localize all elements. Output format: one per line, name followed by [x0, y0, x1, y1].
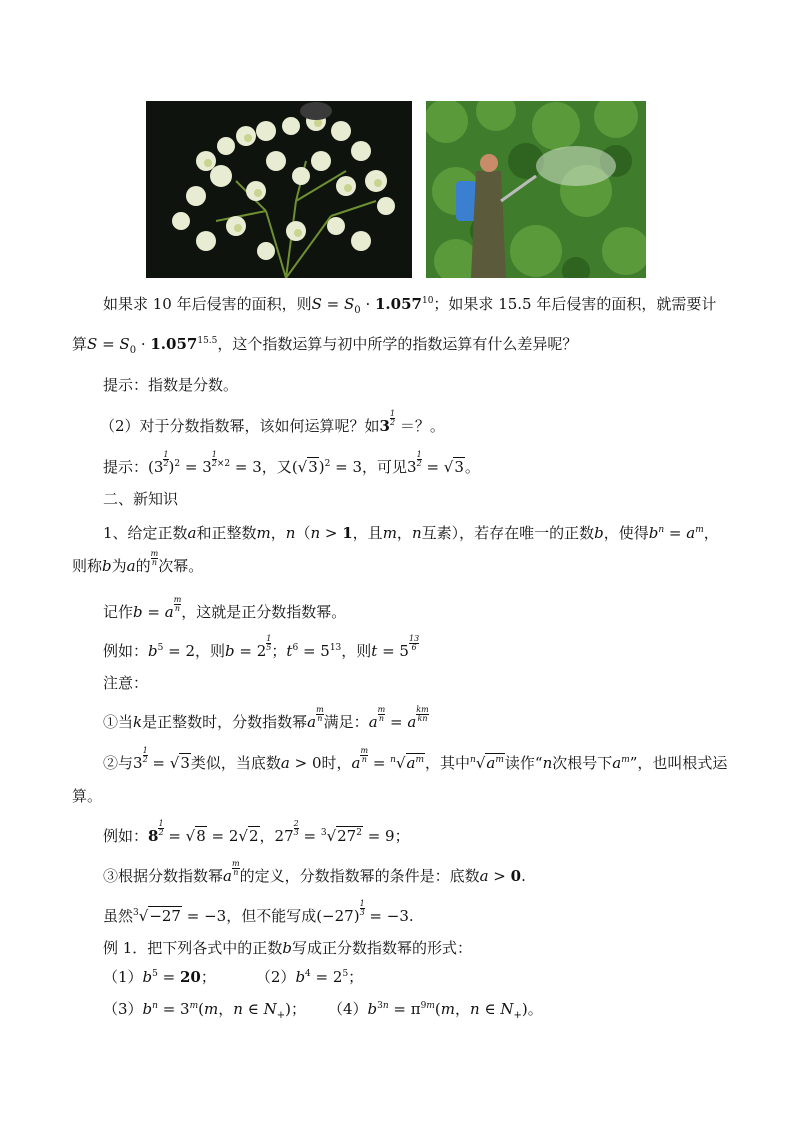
- text: （: [295, 524, 311, 542]
- note-1: ①当k是正整数时，分数指数幂a $\frac{m}{n}$ 满足：a $\frac{m}{n}$ = a $\frac{km}{kn}$: [103, 705, 429, 731]
- text: 1、给定正数: [103, 524, 188, 542]
- text: ；: [271, 642, 287, 660]
- definition-line-2: 则称b为a的 $\frac{m}{n}$ 次幂。: [72, 549, 204, 575]
- text: 算: [72, 335, 88, 353]
- text: ，这就是正分数指数幂。: [181, 603, 347, 621]
- text: ③根据分数指数幂: [103, 867, 224, 885]
- text: ；: [290, 1000, 306, 1018]
- text: 如果求 10 年后侵害的面积，则: [103, 295, 312, 313]
- text: 。: [527, 1000, 543, 1018]
- example-1-items-3-4: $(3)b^n = 3^m(m$，n ∈ $N_+$)； $(4)b^{3n} = \pi^{9m}(m$，n ∈ $N_+$)。: [103, 1000, 543, 1021]
- notation: 记作b = a $\frac{m}{n}$ ，这就是正分数指数幂。: [103, 595, 347, 621]
- attention-label: 注意：: [103, 674, 149, 692]
- field-image: [426, 101, 646, 278]
- text: ，但不能写成: [226, 907, 317, 925]
- definition-line-1: 1、给定正数a和正整数m，n（n > 1，且m，n互素），若存在唯一的正数b，使得$b^n = a^m$，: [103, 524, 719, 542]
- text: （2）对于分数指数幂，该如何运算呢？如: [100, 417, 380, 435]
- paragraph-area-15yr: 算$S = S_0 \cdot 1.057^{15.5}$，这个指数运算与初中所学的指数运算有什么差异呢？: [72, 335, 578, 356]
- spraying-photo: [426, 101, 646, 278]
- text: ，又: [261, 458, 292, 476]
- text: 的: [135, 557, 151, 575]
- section-new-knowledge: 二、新知识: [103, 490, 179, 508]
- text: ，其中: [425, 754, 471, 772]
- text: ②与: [103, 754, 134, 772]
- counter-example: 虽然$^3$√−27 = −3，但不能写成(−27) $\frac{1}{3}$ = −3.: [103, 899, 414, 925]
- note-3: ③根据分数指数幂a $\frac{m}{n}$ 的定义，分数指数幂的条件是：底数a > 0.: [103, 859, 526, 885]
- text: ”，也叫根式运: [629, 754, 728, 772]
- text: 和正整数: [196, 524, 257, 542]
- text: 的定义，分数指数幂的条件是：底数: [239, 867, 480, 885]
- hint-2: 提示：(3 $\frac{1}{2}$ )$^2$ = 3 $\frac{1}{2}$ $^{\times 2}$ = 3，又$(√3)^2 = 3$，可见3 $\frac{1}{2}$ = √3。: [103, 450, 480, 476]
- text: 写成正分数指数幂的形式：: [291, 939, 472, 957]
- note-2: ②与3 $\frac{1}{2}$ = √3类似，当底数a > 0时，a $\frac{m}{n}$ = $^n√a^m$，其中$^n√a^m$读作“n次根号下$a^m$”，也叫根式运: [103, 746, 728, 772]
- text: 例如：: [103, 827, 149, 845]
- text: 例 1．把下列各式中的正数: [103, 939, 283, 957]
- formula: S: [311, 295, 322, 313]
- text: ，可见: [362, 458, 408, 476]
- text: 互素），若存在唯一的正数: [421, 524, 595, 542]
- example-1: 例 1．把下列各式中的正数b写成正分数指数幂的形式：: [103, 939, 472, 957]
- question-2: （2）对于分数指数幂，该如何运算呢？如3 $\frac{1}{2}$ ＝？。: [100, 409, 445, 435]
- text: 为: [111, 557, 127, 575]
- example-a: 例如：$b^5 = 2$，则b = 2 $\frac{1}{5}$ ；$t^6 = 5^{13}$，则t = 5 $\frac{13}{6}$: [103, 634, 420, 660]
- text: 时，: [321, 754, 352, 772]
- text: ，则: [195, 642, 226, 660]
- text: （1）: [103, 968, 143, 986]
- hint-fraction: 提示：指数是分数。: [103, 376, 239, 394]
- text: （2）: [255, 968, 296, 986]
- text: 次幂。: [158, 557, 204, 575]
- text: ，则: [341, 642, 372, 660]
- paragraph-area-10yr: 如果求 10 年后侵害的面积，则$S = S_0 \cdot 1.057^{10}$；如果求 15.5 年后侵害的面积，就需要计: [103, 295, 717, 316]
- text: 类似，当底数: [190, 754, 281, 772]
- text: 记作: [103, 603, 134, 621]
- text: （4）: [327, 1000, 368, 1018]
- text: 虽然: [103, 907, 134, 925]
- text: ①当: [103, 713, 134, 731]
- flower-image: [146, 101, 412, 278]
- text: ，使得: [603, 524, 649, 542]
- text: 则称: [72, 557, 103, 575]
- text: 次根号下: [552, 754, 613, 772]
- text: ；如果求 15.5 年后侵害的面积，就需要计: [433, 295, 717, 313]
- text: 提示：: [103, 458, 149, 476]
- text: 读作“: [504, 754, 543, 772]
- text: ＝？。: [399, 417, 445, 435]
- text: 是正整数时，分数指数幂: [142, 713, 308, 731]
- text: 满足：: [323, 713, 369, 731]
- text: ，这个指数运算与初中所学的指数运算有什么差异呢？: [217, 335, 578, 353]
- note-2-cont: 算。: [72, 787, 103, 805]
- example-b: 例如：8 $\frac{1}{2}$ = √8 = 2√2，27 $\frac{2}{3}$ = $^3√27^2 = 9$；: [103, 819, 410, 845]
- example-1-items-1-2: $(1)b^5 = 20$； $(2)b^4 = 2^5$；: [103, 968, 364, 986]
- text: （3）: [103, 1000, 143, 1018]
- text: ；: [394, 827, 410, 845]
- text: ，且: [352, 524, 383, 542]
- text: 例如：: [103, 642, 149, 660]
- flower-photo: [146, 101, 412, 278]
